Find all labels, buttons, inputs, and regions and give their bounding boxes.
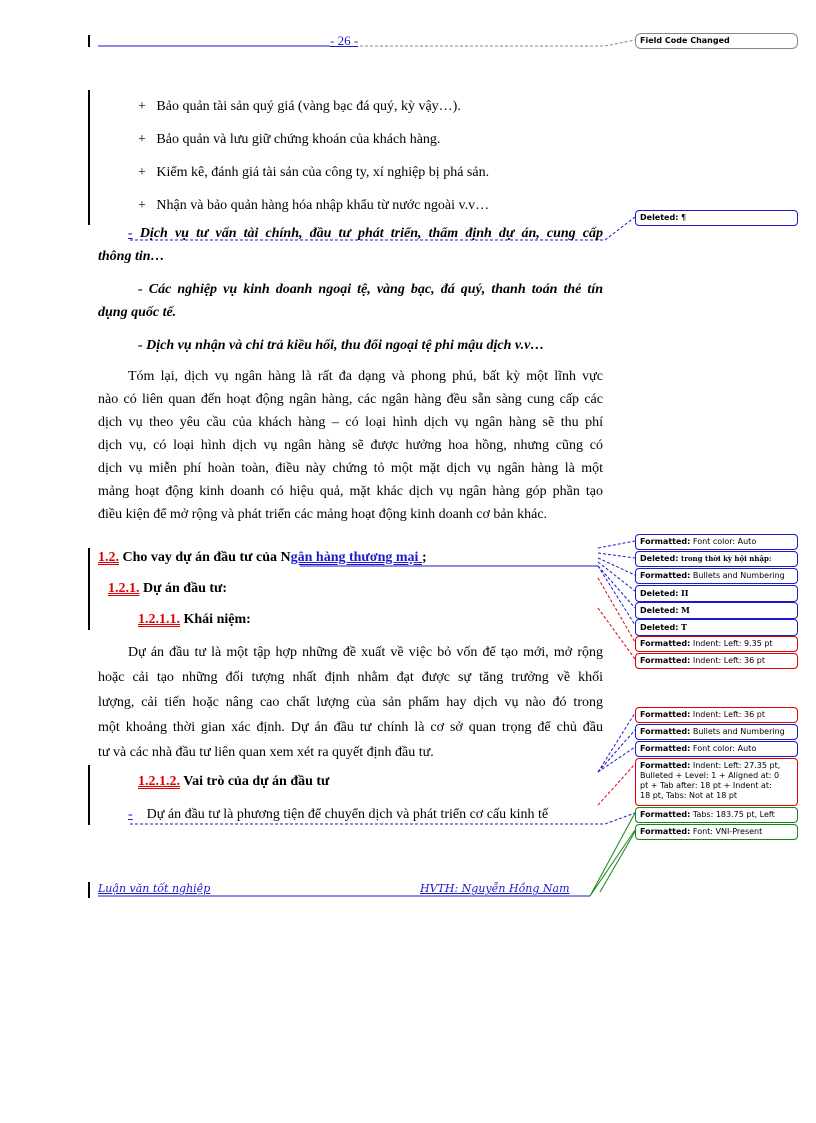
- concept-line: hoặc cải tạo những đối tượng nhất định nhằm đạt được sự tăng trưởng về khối: [98, 670, 603, 685]
- balloon-label: Field Code Changed: [640, 36, 730, 45]
- change-bar: [88, 882, 90, 898]
- bullet-item: [138, 131, 643, 149]
- revision-balloon[interactable]: [635, 724, 798, 740]
- balloon-value: pt + Tab after: 18 pt + Indent at:: [640, 781, 772, 790]
- revision-balloon[interactable]: [635, 653, 798, 669]
- revision-balloon[interactable]: [635, 758, 798, 806]
- balloon-label: Formatted:: [640, 656, 691, 665]
- balloon-value: ¶: [680, 213, 687, 222]
- balloon-label: Deleted:: [640, 589, 679, 598]
- summary-line: điều kiện để mở rộng và phát triển các mảng hoạt động kinh doanh cơ bản khác.: [98, 507, 548, 522]
- footer-right: HVTH: Nguyễn Hồng Nam: [420, 882, 570, 895]
- change-bar: [88, 90, 90, 225]
- section-heading-1-2-1: [108, 580, 613, 598]
- balloon-value: 18 pt, Tabs: Not at 18 pt: [640, 791, 738, 800]
- inserted-dash: -: [128, 226, 133, 241]
- bullet-text: Kiểm kê, đánh giá tài sản của công ty, xí nghiệp bị phá sản.: [156, 165, 490, 180]
- balloon-value: Bullets and Numbering: [692, 727, 785, 736]
- change-bar: [88, 548, 90, 630]
- revision-balloon[interactable]: [635, 741, 798, 757]
- revision-balloon[interactable]: [635, 534, 798, 550]
- balloon-value: Bullets and Numbering: [692, 571, 785, 580]
- section-number: 1.2.1.1.: [138, 612, 180, 627]
- balloon-label: Formatted:: [640, 761, 691, 770]
- service-line: [128, 225, 603, 243]
- balloon-value: Font color: Auto: [692, 744, 757, 753]
- section-title-end: ;: [421, 550, 427, 565]
- balloon-label: Formatted:: [640, 571, 691, 580]
- section-title: Khái niệm:: [183, 612, 251, 627]
- section-title: Dự án đầu tư:: [143, 581, 228, 596]
- balloon-label: Formatted:: [640, 639, 691, 648]
- balloon-label: Formatted:: [640, 827, 691, 836]
- revision-balloon[interactable]: [635, 619, 798, 636]
- revision-balloon[interactable]: [635, 33, 798, 49]
- bullet-marker: +: [138, 165, 146, 180]
- page-number: - 26 -: [330, 33, 359, 48]
- revision-balloon[interactable]: [635, 602, 798, 619]
- bullet-marker: +: [138, 99, 146, 114]
- concept-line: một khoảng thời gian xác định. Dự án đầu tư chính là cơ sở quan trọng để chủ đầu: [98, 720, 603, 735]
- section-title: Vai trò của dự án đầu tư: [183, 774, 330, 789]
- service-line: - Các nghiệp vụ kinh doanh ngoại tệ, vàng bạc, đá quý, thanh toán thẻ tín: [138, 282, 603, 297]
- section-number: 1.2.: [98, 550, 119, 565]
- bullet-marker: +: [138, 132, 146, 147]
- balloon-value: Tabs: 183.75 pt, Left: [692, 810, 775, 819]
- bullet-text: Bảo quản tài sản quý giá (vàng bạc đá quý, kỳ vậy…).: [156, 99, 461, 114]
- balloon-label: Deleted:: [640, 554, 679, 563]
- revision-balloon[interactable]: [635, 551, 798, 567]
- concept-line: tư và các nhà đầu tư liên quan xem xét ra quyết định đầu tư.: [98, 745, 434, 760]
- balloon-value: M: [680, 605, 690, 615]
- change-bar: [88, 765, 90, 825]
- balloon-value: Indent: Left: 9.35 pt: [692, 639, 773, 648]
- balloon-label: Deleted:: [640, 213, 679, 222]
- summary-line: dịch vụ, có loại hình dịch vụ ngân hàng sẽ được hưởng hoa hồng, nhưng cũng có: [98, 438, 603, 453]
- role-item: [128, 806, 633, 824]
- bullet-text: Nhận và bảo quản hàng hóa nhập khẩu từ nước ngoài v.v…: [156, 198, 490, 213]
- section-title-inserted: gân hàng thương mại: [290, 550, 422, 565]
- concept-line: lượng, cải tiến hoặc nâng cao chất lượng của sản phẩm hay dịch vụ nào đó trong: [98, 695, 603, 710]
- summary-line: mảng hoạt động kinh doanh có hiệu quả, mặt khác dịch vụ ngân hàng góp phần tạo: [98, 484, 603, 499]
- balloon-value: Font: VNI-Present: [692, 827, 763, 836]
- balloon-value: trong thời kỳ hội nhập:: [680, 554, 772, 563]
- summary-line: nào có liên quan đến hoạt động ngân hàng, các ngân hàng đều sẵn sàng cung cấp các: [98, 392, 603, 407]
- section-heading-1-2: [98, 549, 603, 567]
- balloon-label: Deleted:: [640, 623, 679, 632]
- service-line: dụng quốc tế.: [98, 305, 177, 320]
- summary-line: dịch vụ theo yêu cầu của khách hàng – có loại hình dịch vụ ngân hàng sẽ thu phí: [98, 415, 603, 430]
- service-text: Dịch vụ tư vấn tài chính, đầu tư phát triển, thẩm định dự án, cung cấp: [139, 226, 604, 241]
- bullet-marker: +: [138, 198, 146, 213]
- summary-line: dịch vụ miễn phí hoàn toàn, điều này chứng tỏ một mặt dịch vụ ngân hàng là một: [98, 461, 603, 476]
- concept-line: Dự án đầu tư là một tập hợp những đề xuất về việc bỏ vốn để tạo mới, mở rộng: [128, 645, 603, 660]
- balloon-label: Formatted:: [640, 744, 691, 753]
- inserted-dash: -: [128, 807, 133, 822]
- balloon-value: Indent: Left: 36 pt: [692, 656, 765, 665]
- bullet-item: [138, 197, 643, 215]
- bullet-item: [138, 164, 643, 182]
- section-heading-1-2-1-1: [138, 611, 643, 629]
- balloon-value: Indent: Left: 27.35 pt,: [692, 761, 781, 770]
- revision-balloon[interactable]: [635, 824, 798, 840]
- section-number: 1.2.1.: [108, 581, 140, 596]
- role-text: Dự án đầu tư là phương tiện để chuyển dịch và phát triển cơ cấu kinh tế: [146, 807, 549, 822]
- balloon-value: Bulleted + Level: 1 + Aligned at: 0: [640, 771, 780, 780]
- service-line: thông tin…: [98, 249, 165, 264]
- revision-balloon[interactable]: [635, 707, 798, 723]
- revision-balloon[interactable]: [635, 636, 798, 652]
- balloon-value: Indent: Left: 36 pt: [692, 710, 765, 719]
- service-line: - Dịch vụ nhận và chi trả kiều hối, thu đổi ngoại tệ phi mậu dịch v.v…: [138, 338, 545, 353]
- bullet-item: [138, 98, 643, 116]
- balloon-value: II: [680, 588, 689, 598]
- section-heading-1-2-1-2: [138, 773, 643, 791]
- revision-balloon[interactable]: [635, 568, 798, 584]
- footer-left: Luận văn tốt nghiệp: [98, 882, 211, 895]
- change-bar: [88, 35, 90, 47]
- bullet-text: Bảo quản và lưu giữ chứng khoán của khách hàng.: [156, 132, 441, 147]
- balloon-value: T: [680, 622, 687, 632]
- section-title: Cho vay dự án đầu tư của N: [122, 550, 291, 565]
- balloon-label: Formatted:: [640, 810, 691, 819]
- summary-line: Tóm lại, dịch vụ ngân hàng là rất đa dạng và phong phú, bất kỳ một lĩnh vực: [128, 369, 603, 384]
- revision-balloon[interactable]: [635, 585, 798, 602]
- revision-balloon[interactable]: [635, 807, 798, 823]
- balloon-label: Formatted:: [640, 727, 691, 736]
- balloon-label: Formatted:: [640, 537, 691, 546]
- balloon-value: Font color: Auto: [692, 537, 757, 546]
- revision-balloon[interactable]: [635, 210, 798, 226]
- balloon-label: Formatted:: [640, 710, 691, 719]
- section-number: 1.2.1.2.: [138, 774, 180, 789]
- balloon-label: Deleted:: [640, 606, 679, 615]
